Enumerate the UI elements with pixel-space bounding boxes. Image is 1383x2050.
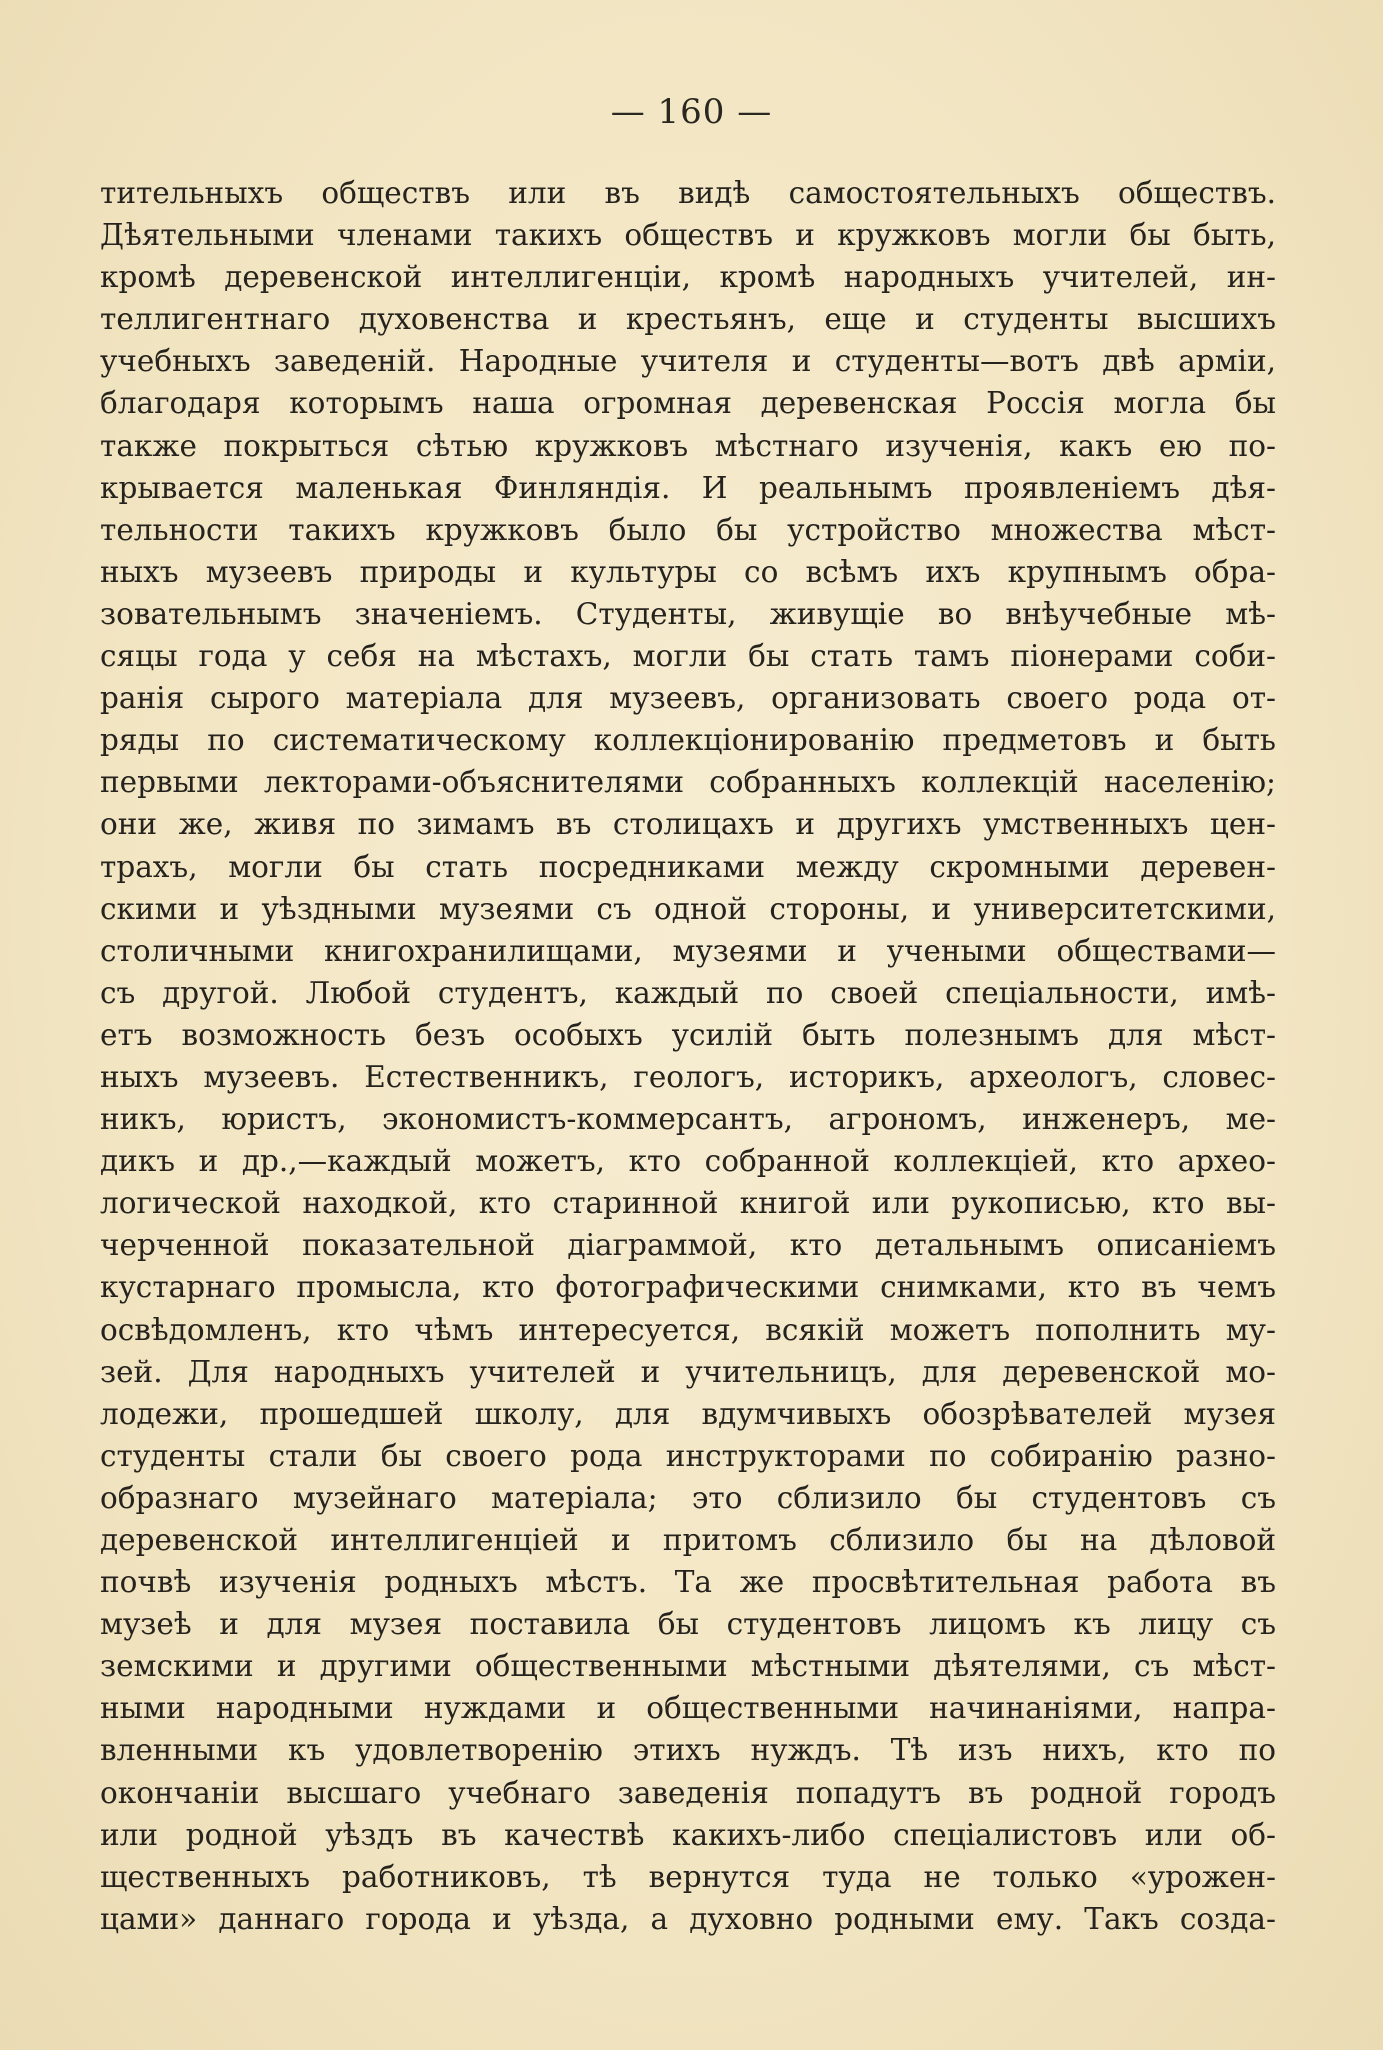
- text-line: ныхъ музеевъ. Естественникъ, геологъ, историкъ, археологъ, словес-: [100, 1059, 1276, 1094]
- body-text: [100, 172, 1276, 1940]
- text-line: тительныхъ обществъ или въ видѣ самостоятельныхъ обществъ.: [100, 176, 1276, 210]
- text-line: освѣдомленъ, кто чѣмъ интересуется, всякій можетъ пополнить му-: [100, 1312, 1276, 1347]
- text-line: вленными къ удовлетворенію этихъ нуждъ. Тѣ изъ нихъ, кто по: [100, 1733, 1276, 1768]
- text-line: кустарнаго промысла, кто фотографическими снимками, кто въ чемъ: [100, 1270, 1276, 1305]
- text-line: дикъ и др.,—каждый можетъ, кто собранной коллекціей, кто архео-: [100, 1144, 1276, 1179]
- text-line: деревенской интеллигенціей и притомъ сблизило бы на дѣловой: [100, 1523, 1276, 1557]
- text-line: лодежи, прошедшей школу, для вдумчивыхъ обозрѣвателей музея: [100, 1396, 1276, 1431]
- text-line: студенты стали бы своего рода инструкторами по собиранію разно-: [100, 1438, 1276, 1473]
- text-line: тельности такихъ кружковъ было бы устройство множества мѣст-: [100, 512, 1276, 547]
- text-line: никъ, юристъ, экономистъ-коммерсантъ, агрономъ, инженеръ, ме-: [100, 1102, 1276, 1137]
- text-line: трахъ, могли бы стать посредниками между скромными деревен-: [100, 849, 1276, 884]
- text-line: ряды по систематическому коллекціонированію предметовъ и быть: [100, 723, 1276, 758]
- text-line: съ другой. Любой студентъ, каждый по своей спеціальности, имѣ-: [100, 975, 1276, 1010]
- text-line: щественныхъ работниковъ, тѣ вернутся туда не только «урожен-: [100, 1859, 1276, 1894]
- text-line: окончаніи высшаго учебнаго заведенія попадутъ въ родной городъ: [100, 1775, 1276, 1810]
- text-line: черченной показательной діаграммой, кто детальнымъ описаніемъ: [100, 1228, 1276, 1263]
- text-line: также покрыться сѣтью кружковъ мѣстнаго изученія, какъ ею по-: [100, 428, 1276, 463]
- text-line: или родной уѣздъ въ качествѣ какихъ-либо спеціалистовъ или об-: [100, 1817, 1276, 1852]
- text-line: столичными книгохранилищами, музеями и учеными обществами—: [100, 933, 1276, 968]
- text-line: почвѣ изученія родныхъ мѣстъ. Та же просвѣтительная работа въ: [100, 1565, 1276, 1600]
- text-line: ранія сырого матеріала для музеевъ, организовать своего рода от-: [100, 681, 1276, 716]
- text-line: логической находкой, кто старинной книгой или рукописью, кто вы-: [100, 1186, 1276, 1221]
- text-line: учебныхъ заведеній. Народные учителя и студенты—вотъ двѣ арміи,: [100, 344, 1276, 379]
- text-line: земскими и другими общественными мѣстными дѣятелями, съ мѣст-: [100, 1649, 1276, 1684]
- text-line: сяцы года у себя на мѣстахъ, могли бы стать тамъ піонерами соби-: [100, 639, 1276, 674]
- text-line: Дѣятельными членами такихъ обществъ и кружковъ могли бы быть,: [100, 218, 1276, 253]
- text-line: зей. Для народныхъ учителей и учительницъ, для деревенской мо-: [100, 1354, 1276, 1389]
- text-line: етъ возможность безъ особыхъ усилій быть полезнымъ для мѣст-: [100, 1017, 1276, 1052]
- page-number: — 160 —: [610, 92, 773, 132]
- text-line: ными народными нуждами и общественными начинаніями, напра-: [100, 1691, 1276, 1726]
- text-line: образнаго музейнаго матеріала; это сблизило бы студентовъ съ: [100, 1480, 1276, 1515]
- text-line: кромѣ деревенской интеллигенціи, кромѣ народныхъ учителей, ин-: [100, 260, 1276, 295]
- text-line: музеѣ и для музея поставила бы студентовъ лицомъ къ лицу съ: [100, 1607, 1276, 1642]
- text-line: ныхъ музеевъ природы и культуры со всѣмъ ихъ крупнымъ обра-: [100, 554, 1276, 589]
- text-line: цами» даннаго города и уѣзда, а духовно родными ему. Такъ созда-: [100, 1901, 1276, 1936]
- text-line: скими и уѣздными музеями съ одной стороны, и университетскими,: [100, 891, 1276, 926]
- text-line: первыми лекторами-объяснителями собранныхъ коллекцій населенію;: [100, 765, 1276, 800]
- text-line: зовательнымъ значеніемъ. Студенты, живущіе во внѣучебные мѣ-: [100, 596, 1276, 631]
- text-line: теллигентнаго духовенства и крестьянъ, еще и студенты высшихъ: [100, 302, 1276, 337]
- text-line: они же, живя по зимамъ въ столицахъ и другихъ умственныхъ цен-: [100, 807, 1276, 842]
- text-line: крывается маленькая Финляндія. И реальнымъ проявленіемъ дѣя-: [100, 470, 1276, 505]
- text-line: благодаря которымъ наша огромная деревенская Россія могла бы: [100, 386, 1276, 421]
